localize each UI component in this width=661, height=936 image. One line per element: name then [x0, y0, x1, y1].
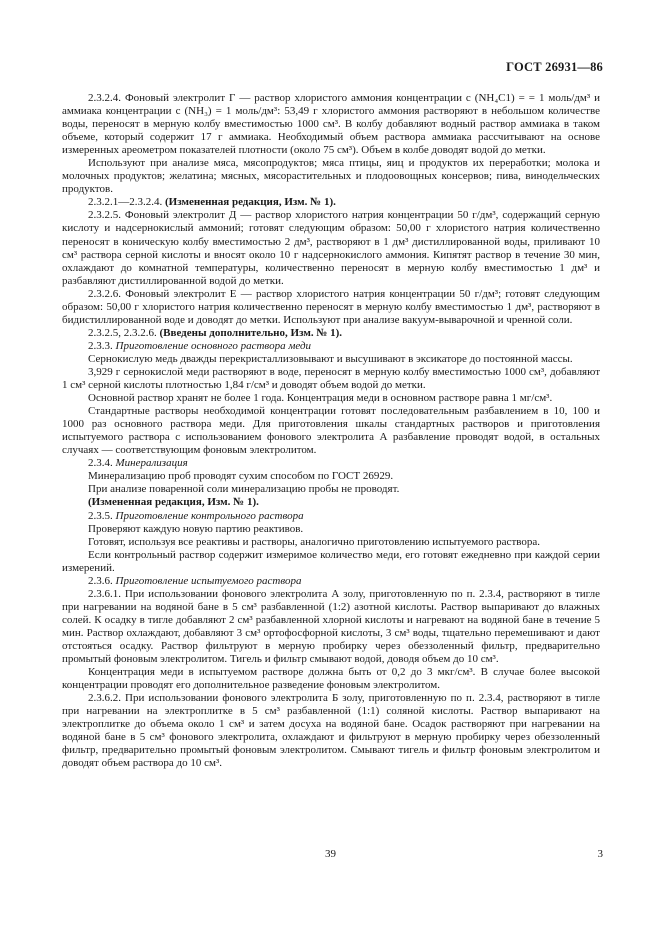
paragraph-concentration: Концентрация меди в испытуемом растворе должна быть от 0,2 до 3 мкг/см³. В случае более высокой концентрации проводят его дополнительное разведение фоновым электролитом.	[62, 666, 600, 692]
paragraph-usage: Используют при анализе мяса, мясопродуктов; мяса птицы, яиц и продуктов их переработки; молока и молочных продуктов; желатина; мясных, мясорастительных и плодоовощных консервов; пива, винодельческих продуктов.	[62, 157, 600, 196]
section-heading-2-3-6: 2.3.6. Приготовление испытуемого раствора	[88, 574, 302, 587]
paragraph-2-3-2-6: 2.3.2.6. Фоновый электролит Е — раствор хлористого натрия концентрации 50 г/дм³; готовят следующим образом: 50,00 г хлористого натрия количественно переносят в мерную колбу вместимостью 1 дм³, растворяют в бидистиллированной воде и доводят до метки. Используют при анализе вакуум-выварочной и чренной соли.	[62, 287, 600, 326]
paragraph-salt: При анализе поваренной соли минерализацию пробы не проводят.	[88, 483, 400, 496]
paragraph-storage: Основной раствор хранят не более 1 года. Концентрация меди в основном растворе равна 1 мг/см³.	[88, 392, 553, 405]
paragraph-prepare-control: Готовят, используя все реактивы и растворы, аналогично приготовлению испытуемого раствора.	[88, 535, 540, 548]
paragraph-2-3-2-5: 2.3.2.5. Фоновый электролит Д — раствор хлористого натрия концентрации 50 г/дм³, содержащий серную кислоту и надсернокислый аммоний; готовят следующим образом: 50,00 г хлористого натрия количественно переносят в коническую колбу вместимостью 2 дм³, растворяют в 1 дм³ дистиллированной воды, приливают 10 см³ раствора серной кислоты и вносят около 10 г надсернокислого аммония. Кипятят раствор в течение 30 мин, охлаждают до комнатной температуры, количественно переносят в мерную колбу вместимостью 1 дм³ и разбавляют дистиллированной водой до метки.	[62, 209, 600, 287]
paragraph-control-daily: Если контрольный раствор содержит измеримое количество меди, его готовят ежедневно при каждой серии измерений.	[62, 548, 600, 574]
paragraph-amendment-1: 2.3.2.1—2.3.2.4. (Измененная редакция, Изм. № 1).	[88, 196, 336, 209]
paragraph-standard-solutions: Стандартные растворы необходимой концентрации готовят последовательным разбавлением в 10, 100 и 1000 раз основного раствора меди. Для приготовления шкалы стандартных растворов и приготовления испытуемого раствора с использованием фонового электролита А разбавление проводят водой, в остальных случаях — соответствующим фоновым электролитом.	[62, 405, 600, 457]
section-heading-2-3-4: 2.3.4. Минерализация	[88, 457, 188, 470]
paragraph-copper-sulfate: 3,929 г сернокислой меди растворяют в воде, переносят в мерную колбу вместимостью 1000 см³, добавляют 1 см³ серной кислоты плотностью 1,84 г/см³ и доводят объем водой до метки.	[62, 365, 600, 392]
paragraph-2-3-6-1: 2.3.6.1. При использовании фонового электролита А золу, приготовленную по п. 2.3.4, растворяют в тигле при нагревании на водяной бане в 5 см³ разбавленной (1:2) азотной кислоты. Раствор выпаривают до влажных солей. К осадку в тигле добавляют 2 см³ разбавленной хлорной кислоты и нагревают на водяной бане в течение 5 мин. Раствор охлаждают, добавляют 3 см³ ортофосфорной кислоты, 3 см³ воды, тщательно перемешивают и дают отстояться осадку. Раствор фильтруют в мерную пробирку через обеззоленный фильтр, предварительно промытый фоновым электролитом. Тигель и фильтр смывают водой, доводя объем до 10 см³.	[62, 587, 600, 666]
sheet-number: 3	[597, 848, 603, 860]
document-body	[62, 92, 600, 770]
paragraph-2-3-6-2: 2.3.6.2. При использовании фонового электролита Б золу, приготовленную по п. 2.3.4, растворяют в тигле при нагревании на электроплитке в 5 см³ разбавленной (1:1) соляной кислоты. Раствор выпаривают на электроплитке до объема около 1 см³ и затем досуха на водяной бане. Осадок растворяют при нагревании на водяной бане в 5 см³ фонового электролита, охлаждают и фильтруют в мерную пробирку через обеззоленный фильтр, предварительно промытый фоновым электролитом. Смывают тигель и фильтр фоновым электролитом и доводят объем раствора до 10 см³.	[62, 692, 600, 770]
paragraph-2-3-2-4: 2.3.2.4. Фоновый электролит Г — раствор хлористого аммония концентрации c (NH₄C1) = = 1 моль/дм³ и аммиака концентрации c (NH₃) = 1 моль/дм³: 53,49 г хлористого аммония растворяют в небольшом количестве воды, переносят в мерную колбу вместимостью 1000 см³. В колбу добавляют водный раствор аммиака в таком объеме, который содержит 17 г аммиака. Необходимый объем раствора аммиака рассчитывают на основе измеренных ареометром показателей плотности (около 75 см³). Объем в колбе доводят водой до метки.	[62, 92, 600, 157]
paragraph-recrystallize: Сернокислую медь дважды перекристаллизовывают и высушивают в эксикаторе до постоянной массы.	[88, 352, 573, 365]
section-heading-2-3-3: 2.3.3. Приготовление основного раствора меди	[88, 339, 312, 352]
document-header: ГОСТ 26931—86	[506, 60, 603, 74]
paragraph-amendment-3: (Измененная редакция, Изм. № 1).	[88, 496, 259, 509]
page-number: 39	[325, 848, 336, 860]
paragraph-mineralization: Минерализацию проб проводят сухим способом по ГОСТ 26929.	[88, 470, 394, 483]
paragraph-amendment-2: 2.3.2.5, 2.3.2.6. (Введены дополнительно, Изм. № 1).	[88, 326, 343, 339]
paragraph-check-reagents: Проверяют каждую новую партию реактивов.	[88, 522, 304, 535]
section-heading-2-3-5: 2.3.5. Приготовление контрольного раствора	[88, 509, 304, 522]
